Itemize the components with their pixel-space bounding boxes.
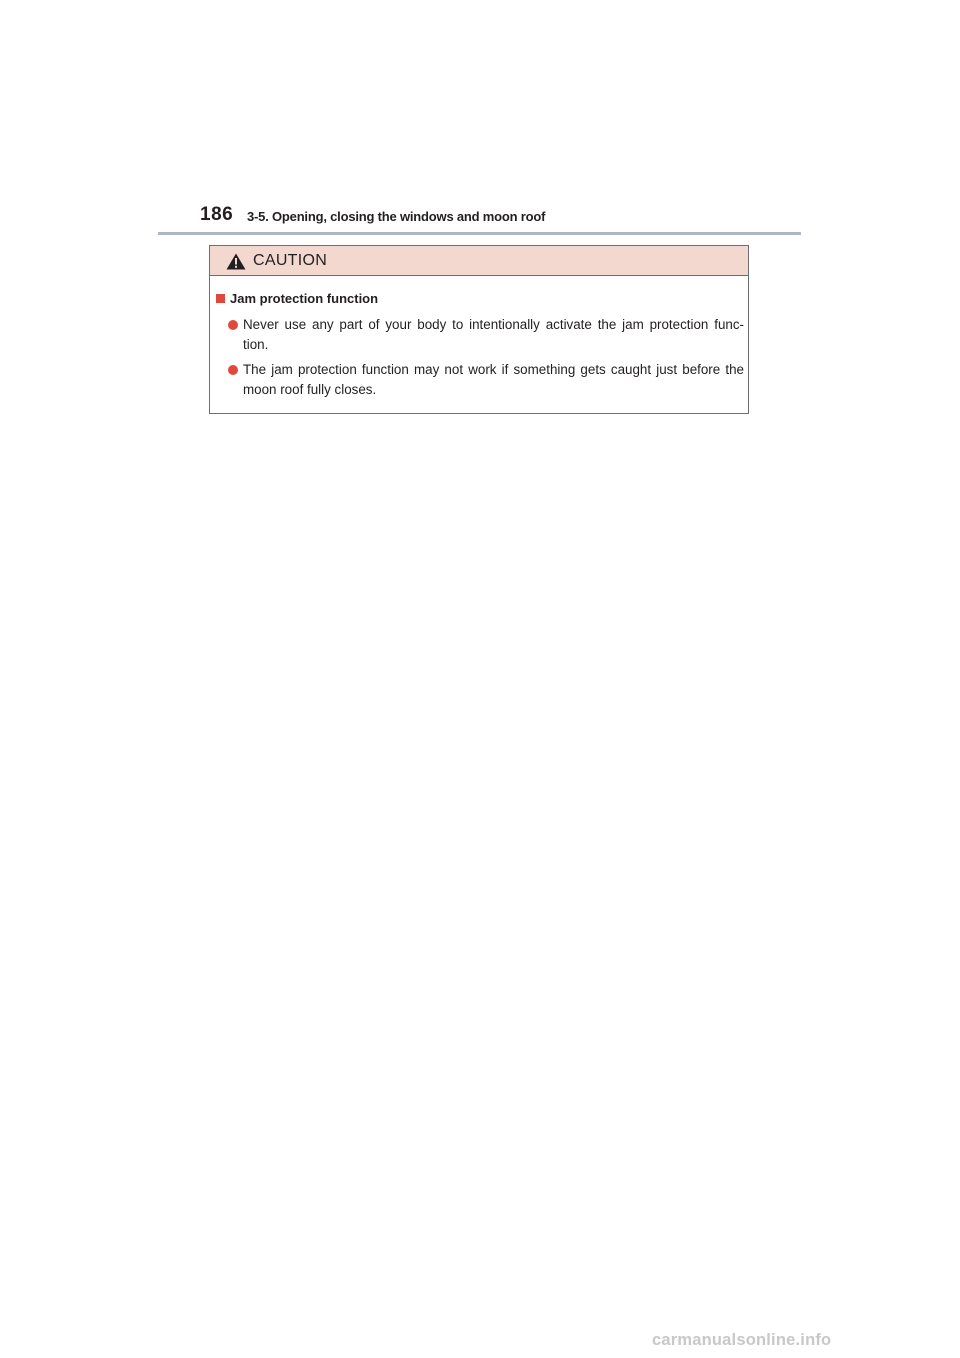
round-bullet-icon [228,320,238,330]
caution-item [228,315,744,355]
caution-item-text: Never use any part of your body to intentionally activate the jam protection func- tion. [243,317,744,352]
watermark: carmanualsonline.info [652,1331,832,1349]
header-divider [158,232,801,235]
caution-item-text: The jam protection function may not work if something gets caught just before the moon roof fully closes. [243,362,744,397]
warning-triangle-icon [226,253,246,270]
page-number: 186 [200,204,234,225]
caution-title: CAUTION [253,252,328,269]
square-bullet-icon [216,294,225,303]
caution-item [228,360,744,400]
section-title: 3-5. Opening, closing the windows and moon roof [247,209,546,224]
caution-subheading-text: Jam protection function [230,291,379,306]
caution-box [209,245,749,414]
round-bullet-icon [228,365,238,375]
caution-subheading [216,291,378,307]
page-header [200,204,800,230]
caution-header [210,246,748,276]
